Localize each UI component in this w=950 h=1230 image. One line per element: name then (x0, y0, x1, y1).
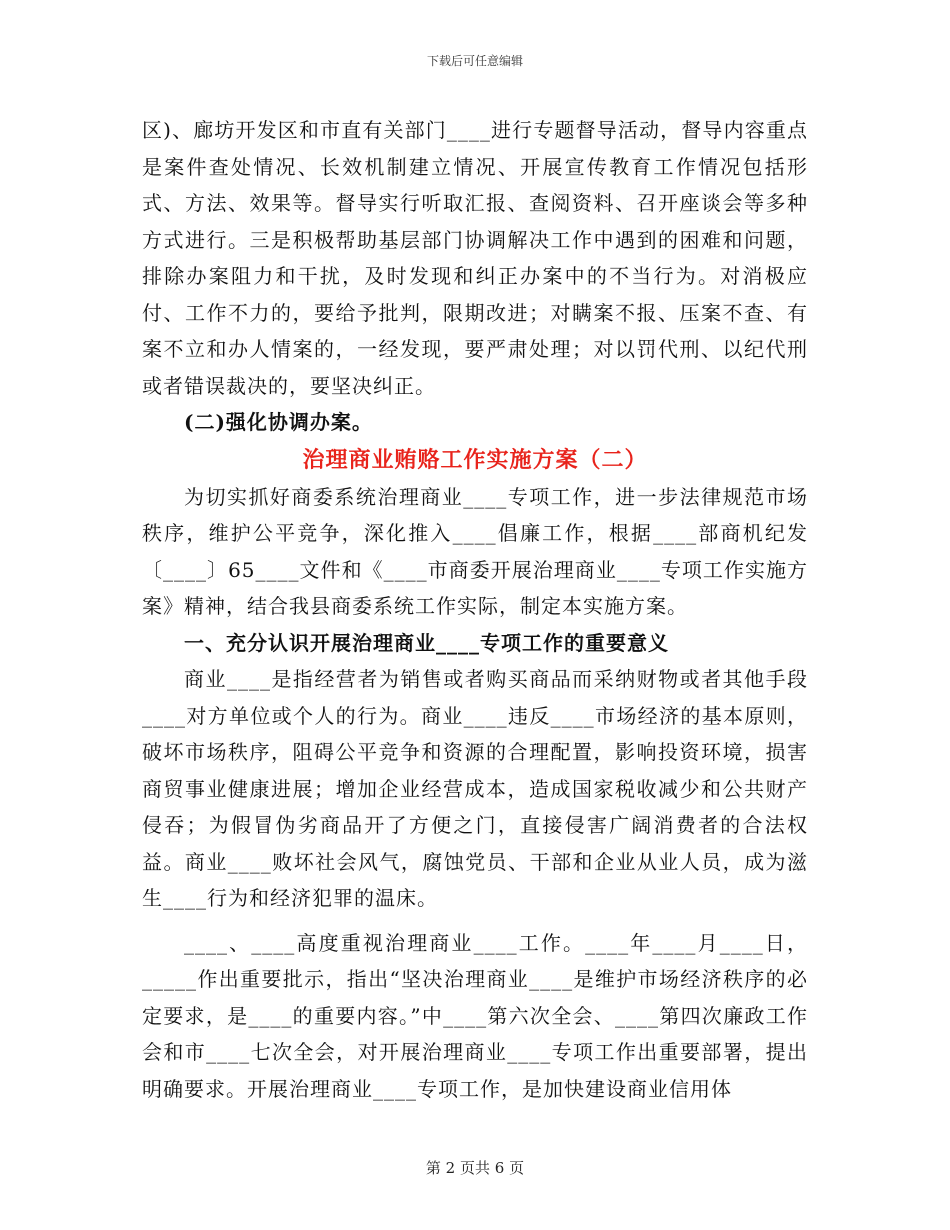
section-heading-significance: 一、充分认识开展治理商业____专项工作的重要意义 (184, 630, 669, 655)
page-header: 下载后可任意编辑 (426, 54, 523, 68)
paragraph-importance: ____、____高度重视治理商业____工作。____年____月____日，_____作出重要批示，指出“坚决治理商业____是维护市场经济秩序的必定要求，是____的重要内容。”中____第六次全会、____第四次廉政工作会和市____七次全会，对开展治理商业____专项工作出重要部署，提出明确要求。开展治理商业____专项工作，是加快建设商业信用体 (142, 930, 808, 1101)
page-footer: 第 2 页共 6 页 (425, 1159, 525, 1177)
paragraph-supervision: 区)、廊坊开发区和市直有关部门____进行专题督导活动，督导内容重点是案件查处情况、长效机制建立情况、开展宣传教育工作情况包括形式、方法、效果等。督导实行听取汇报、查阅资料、召开座谈会等多种方式进行。三是积极帮助基层部门协调解决工作中遇到的困难和问题，排除办案阻力和干扰，及时发现和纠正办案中的不当行为。对消极应付、工作不力的，要给予批判，限期改进；对瞒案不报、压案不查、有案不立和办人情案的，一经发现，要严肃处理；对以罚代刑、以纪代刑或者错误裁决的，要坚决纠正。 (142, 118, 808, 398)
section-heading-coordination: (二)强化协调办案。 (184, 410, 373, 434)
paragraph-intro: 为切实抓好商委系统治理商业____专项工作，进一步法律规范市场秩序，维护公平竞争，深化推入____倡廉工作，根据____部商机纪发〔____〕65____文件和《____市商委开展治理商业____专项工作实施方案》精神，结合我县商委系统工作实际，制定本实施方案。 (142, 484, 808, 618)
paragraph-definition: 商业____是指经营者为销售或者购买商品而采纳财物或者其他手段____对方单位或个人的行为。商业____违反____市场经济的基本原则，破坏市场秩序，阻碍公平竞争和资源的合理配置，影响投资环境，损害商贸事业健康进展；增加企业经营成本，造成国家税收减少和公共财产侵吞；为假冒伪劣商品开了方便之门，直接侵害广阔消费者的合法权益。商业____败坏社会风气，腐蚀党员、干部和企业从业人员，成为滋生____行为和经济犯罪的温床。 (142, 667, 808, 910)
document-title: 治理商业贿赂工作实施方案（二） (302, 446, 648, 473)
document-body (142, 112, 808, 1107)
